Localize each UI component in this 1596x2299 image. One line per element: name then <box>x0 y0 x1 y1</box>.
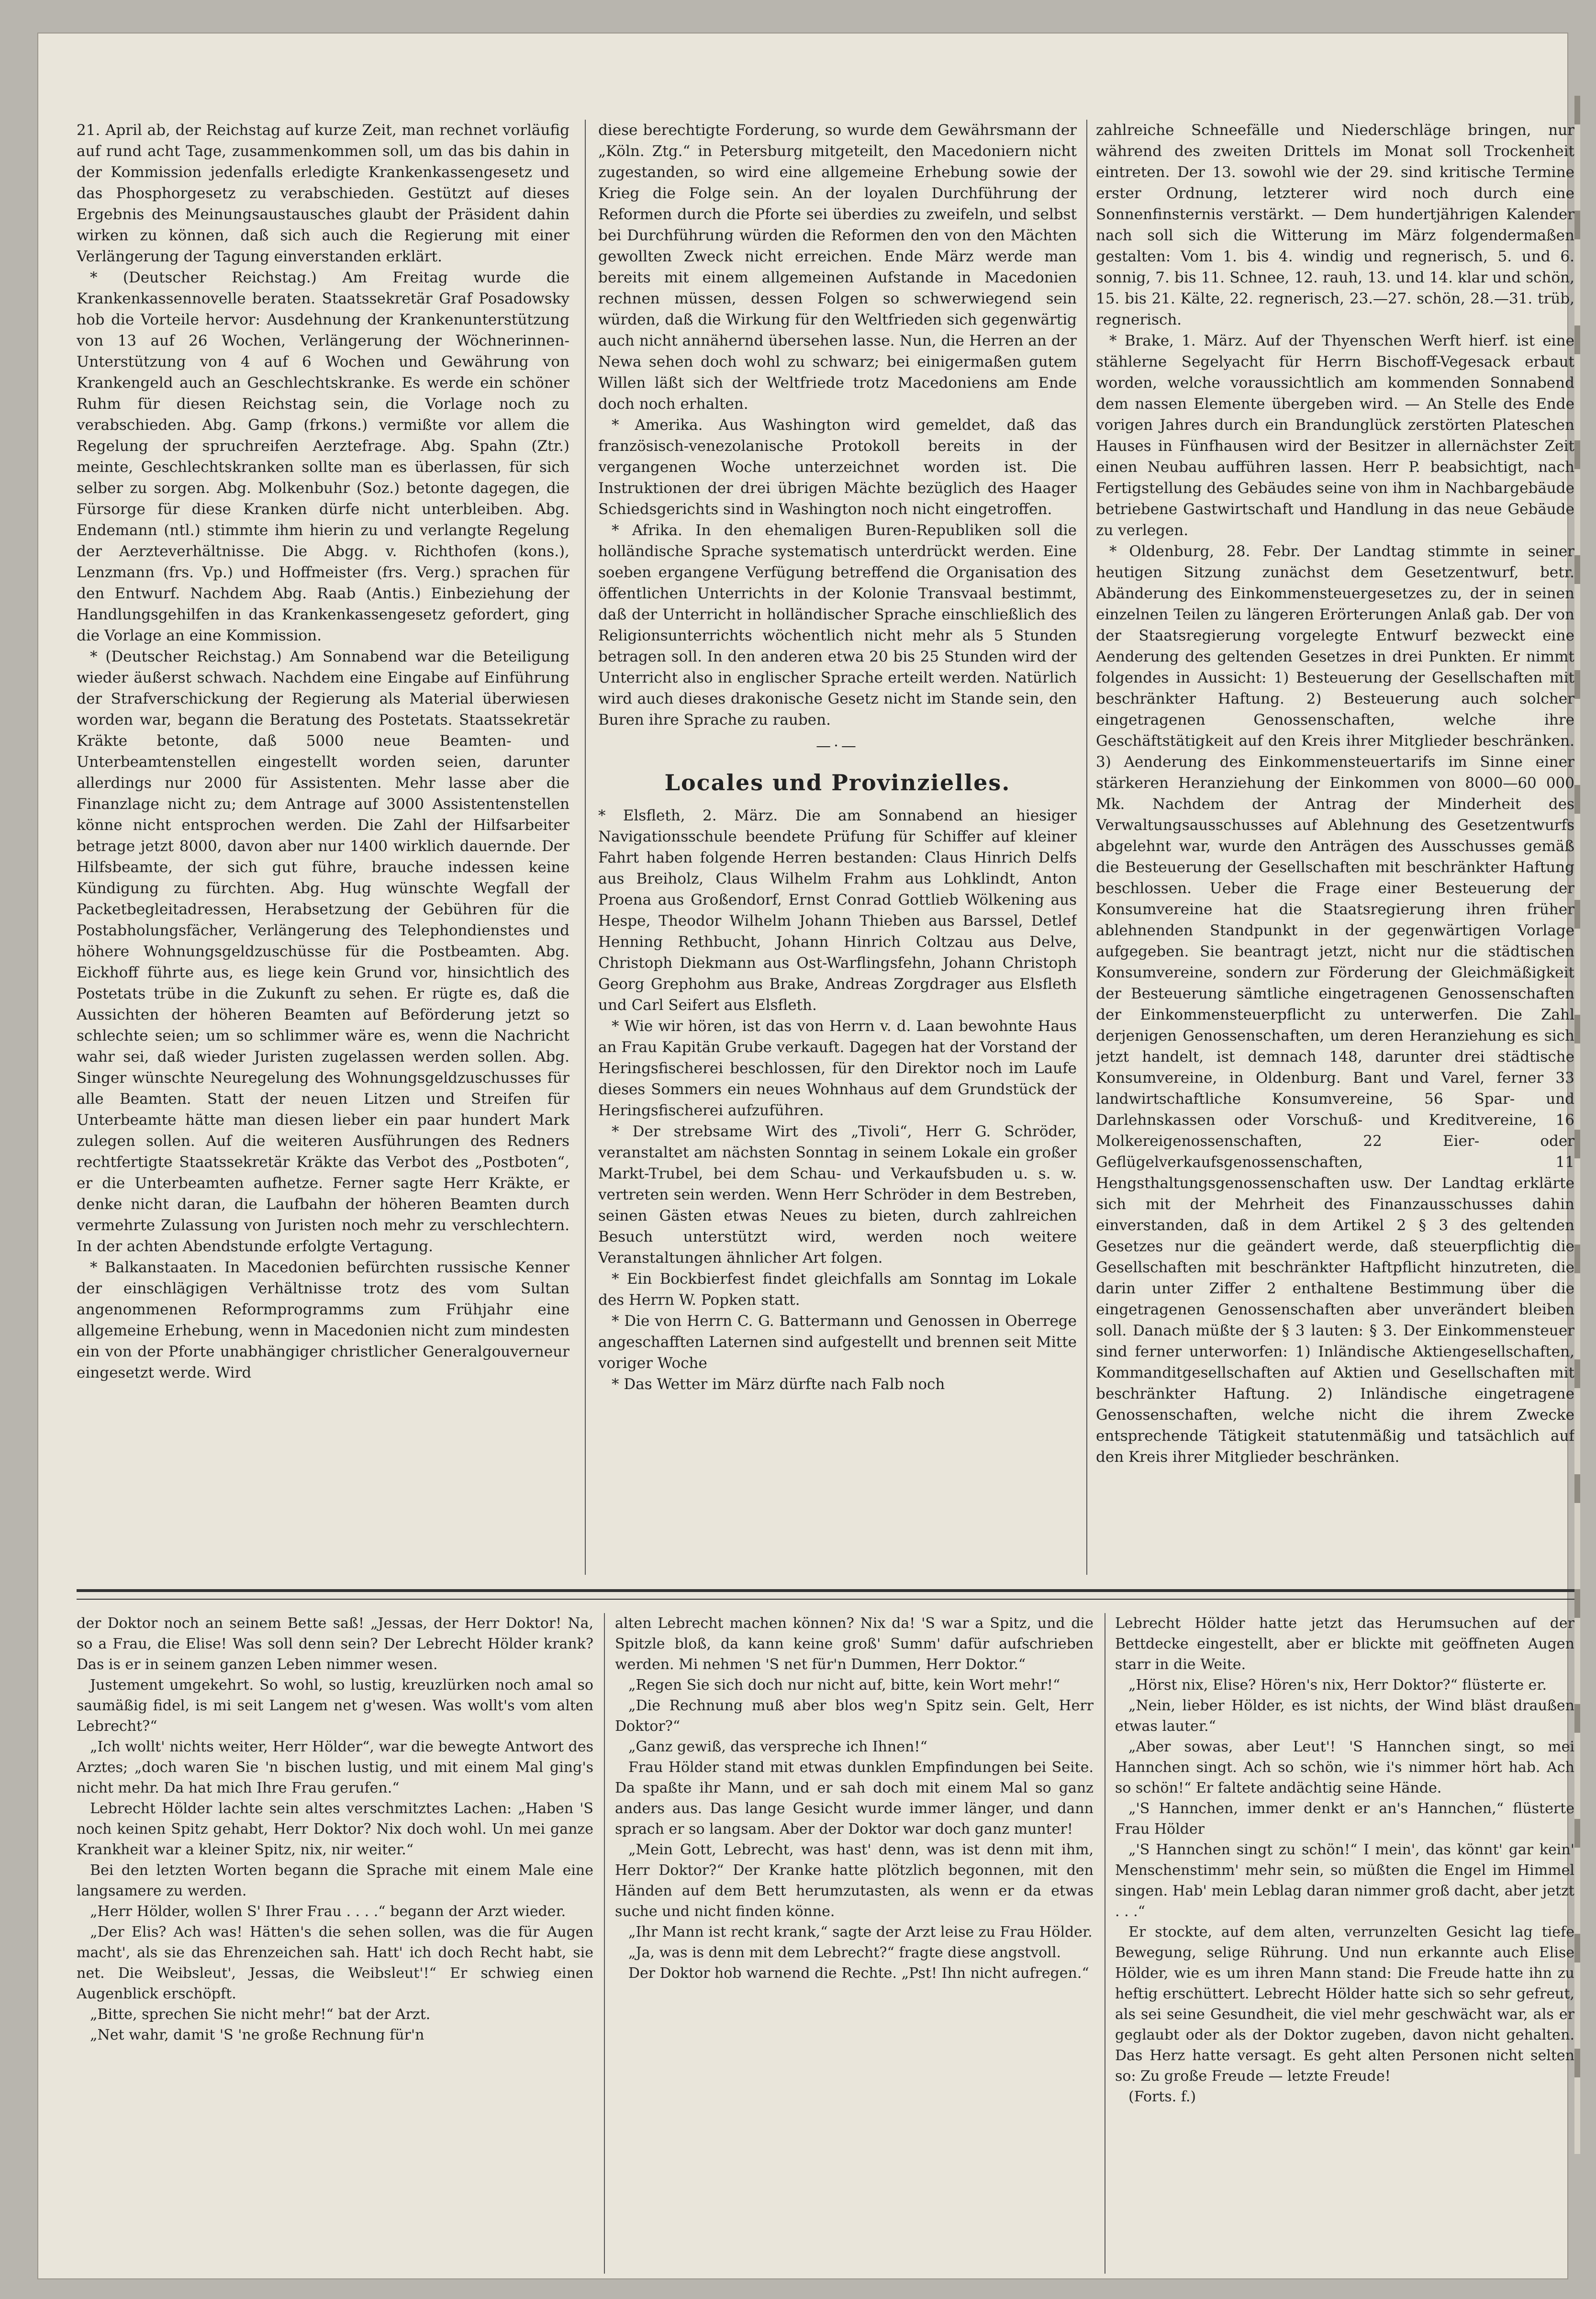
local-news-paragraph: * Ein Bockbierfest findet gleichfalls am Sonntag im Lokale des Herrn W. Popken statt. <box>598 1270 1077 1309</box>
feuilleton-paragraph: Er stockte, auf dem alten, verrunzelten Gesicht lag tiefe Bewegung, selige Rührung. Und nun erkannte auch Elise Hölder, wie es um ihren Mann stand: Die Freude hatte ihn zu heftig erschüttert. Lebrecht Hölder hatte sich so sehr gefreut, als sei seine Gesundheit, die viel mehr geschwächt war, als er geglaubt oder als der Doktor zugeben, davon nicht gehalten. Das Herz hatte versagt. Es geht alten Personen nicht selten so: Zu große Freude — letzte Freude! <box>1115 1924 1574 2085</box>
local-news-paragraph: * Elsfleth, 2. März. Die am Sonnabend an hiesiger Navigationsschule beendete Prüfung für Schiffer auf kleiner Fahrt haben folgende Herren bestanden: Claus Hinrich Delfs aus Breiholz, Claus Wilhelm Frahm aus Lohklindt, Anton Proena aus Großendorf, Ernst Conrad Gottlieb Wölkening aus Hespe, Theodor Wilhelm Johann Thieben aus Barssel, Detlef Henning Rethbucht, Johann Hinrich Coltzau aus Delve, Christoph Diekmann aus Ost-Warflingsfehn, Johann Christoph Georg Grephohm aus Brake, Andreas Zorgdrager aus Elsfleth und Carl Seifert aus Elsfleth. <box>598 807 1077 1014</box>
column-1 <box>77 120 569 1575</box>
feuilleton-column-1 <box>77 1613 593 2283</box>
feuilleton-paragraph: „Herr Hölder, wollen S' Ihrer Frau . . . .“ begann der Arzt wieder. <box>90 1903 566 1920</box>
local-news-paragraph: * Der strebsame Wirt des „Tivoli“, Herr G. Schröder, veranstaltet am nächsten Sonntag in seinem Lokale ein großer Markt-Trubel, bei dem Schau- und Verkaufsbuden u. s. w. vertreten sein werden. Wenn Herr Schröder in dem Bestreben, seinen Gästen etwas Neues zu bieten, durch zahlreichen Besuch unterstützt wird, werden noch weitere Veranstaltungen ähnlicher Art folgen. <box>598 1123 1077 1267</box>
local-news-paragraph: * Wie wir hören, ist das von Herrn v. d. Laan bewohnte Haus an Frau Kapitän Grube verkauft. Dagegen hat der Vorstand der Heringsfischerei beschlossen, für den Direktor noch im Laufe dieses Sommers ein neues Wohnhaus auf dem Grundstück der Heringsfischerei aufzuführen. <box>598 1018 1077 1119</box>
article-paragraph: * (Deutscher Reichstag.) Am Sonnabend war die Beteiligung wieder äußerst schwach. Nachdem eine Eingabe auf Einführung der Strafverschickung der Regierung als Material überwiesen worden war, begann die Beratung des Postetats. Staatssekretär Kräkte betonte, daß 5000 neue Beamten- und Unterbeamtenstellen eingestellt worden seien, darunter allerdings nur 2000 für Assistenten. Mehr lasse aber die Finanzlage nicht zu; dem Antrage auf 3000 Assistentenstellen könne nicht entsprochen werden. Die Zahl der Hilfsarbeiter betrage jetzt 8000, davon aber nur 1400 wirklich dauernde. Der Hilfsbeamte, der sich gut führe, brauche indessen keine Kündigung zu fürchten. Abg. Hug wünschte Wegfall der Packetbegleitadressen, Herabsetzung der Gebühren für die Postabholungsfächer, Verlängerung des Telephondienstes und höhere Wohnungsgeldzuschüsse für die Postbeamten. Abg. Eickhoff führte aus, es liege kein Grund vor, hinsichtlich des Postetats trübe in die Zukunft zu sehen. Er rügte es, daß die Aussichten der höheren Beamten auf Beförderung jetzt so schlechte seien; um so schlimmer wäre es, wenn die Nachricht wahr sei, daß wieder Juristen zugelassen werden sollen. Abg. Singer wünschte Neuregelung des Wohnungsgeldzuschusses für alle Beamten. Statt der neuen Litzen und Streifen für Unterbeamte hätte man diesen lieber ein paar hundert Mark zulegen sollen. Auf die weiteren Ausführungen des Redners rechtfertigte Staatssekretär Kräkte das Verbot des „Postboten“, er die Unterbeamten aufhetze. Ferner sagte Herr Kräkte, er denke nicht daran, die Laufbahn der höheren Beamten durch vermehrte Zulassung von Juristen noch mehr zu verschlechtern. In der achten Abendstunde erfolgte Vertagung. <box>77 648 569 1255</box>
feuilleton-paragraph: Justement umgekehrt. So wohl, so lustig, kreuzlürken noch amal so saumäßig fidel, is mi seit Langem net g'wesen. Was wollt's vom alten Lebrecht?“ <box>77 1677 593 1735</box>
feuilleton-paragraph: Bei den letzten Worten begann die Sprache mit einem Male eine langsamere zu werden. <box>77 1862 593 1899</box>
feuilleton-column-3 <box>1115 1613 1574 2283</box>
feuilleton-paragraph: „Hörst nix, Elise? Hören's nix, Herr Doktor?“ flüsterte er. <box>1128 1677 1547 1693</box>
article-paragraph: * Balkanstaaten. In Macedonien befürchten russische Kenner der einschlägigen Verhältnisse trotz des vom Sultan angenommenen Reformprogramms zum Frühjahr eine allgemeine Erhebung, wenn in Macedonien nicht zum mindesten ein von der Pforte unabhängiger christlicher Generalgouverneur eingesetzt werde. Wird <box>77 1259 569 1381</box>
article-paragraph: * Amerika. Aus Washington wird gemeldet, daß das französisch-venezolanische Protokoll bereits in der vergangenen Woche unterzeichnet worden ist. Die Instruktionen der drei übrigen Mächte bezüglich des Haager Schiedsgerichts sind in Washington noch nicht eingetroffen. <box>598 416 1077 518</box>
feuilleton-paragraph: Frau Hölder stand mit etwas dunklen Empfindungen bei Seite. Da spaßte ihr Mann, und er sah doch mit einem Mal so ganz anders aus. Das lange Gesicht wurde immer länger, und dann sprach er so langsam. Aber der Doktor war doch ganz munter! <box>615 1759 1094 1838</box>
feuilleton-paragraph: „'S Hannchen singt zu schön!“ I mein', das könnt' gar kein' Menschenstimm' mehr sein, so müßten die Engel im Himmel singen. Hab' mein Leblag daran nimmer groß dacht, aber jetzt . . .“ <box>1115 1841 1574 1920</box>
section-heading: Locales und Provinzielles. <box>664 770 1011 796</box>
article-paragraph: * Brake, 1. März. Auf der Thyenschen Werft hierf. ist eine stählerne Segelyacht für Herrn Bischoff-Vegesack erbaut worden, welche voraussichtlich am kommenden Sonnabend dem nassen Elemente übergeben wird. — An Stelle des Ende vorigen Jahres durch ein Brandunglück zerstörten Plateschen Hauses in Fünfhausen wird der Besitzer in allernächster Zeit einen Neubau aufführen lassen. Herr P. beabsichtigt, nach Fertigstellung des Gebäudes seine von ihm in Nachbargebäude betriebene Gastwirtschaft und Handlung in das neue Gebäude zu verlegen. <box>1096 332 1574 539</box>
feuilleton-paragraph: der Doktor noch an seinem Bette saß! „Jessas, der Herr Doktor! Na, so a Frau, die Elise! Was soll denn sein? Der Lebrecht Hölder krank? Das is er in seinem ganzen Leben nimmer wesen. <box>77 1615 593 1673</box>
article-paragraph: 21. April ab, der Reichstag auf kurze Zeit, man rechnet vorläufig auf rund acht Tage, zusammenkommen soll, um das bis dahin in der Kommission jedenfalls erledigte Krankenkassengesetz und das Phosphorgesetz zu verabschieden. Gestützt auf dieses Ergebnis des Meinungsaustausches glaubt der Präsident dahin wirken zu können, daß sich auch die Regierung mit einer Verlängerung der Tagung einverstanden erklärt. <box>77 122 569 265</box>
feuilleton-paragraph: „Net wahr, damit 'S 'ne große Rechnung für'n <box>90 2027 424 2043</box>
article-paragraph: * Afrika. In den ehemaligen Buren-Republiken soll die holländische Sprache systematisch unterdrückt werden. Eine soeben ergangene Verfügung betreffend die Organisation des öffentlichen Unterrichts in der Kolonie Transvaal bestimmt, daß der Unterricht in holländischer Sprache einschließlich des Religionsunterrichts wöchentlich nicht mehr als 5 Stunden betragen soll. In den anderen etwa 20 bis 25 Stunden wird der Unterricht also in englischer Sprache erteilt werden. Natürlich wird auch dieses drakonische Gesetz nicht im Stande sein, den Buren ihre Sprache zu rauben. <box>598 522 1077 729</box>
local-news-paragraph: * Die von Herrn C. G. Battermann und Genossen in Oberrege angeschafften Laternen sind aufgestellt und brennen seit Mitte voriger Woche <box>598 1312 1077 1372</box>
feuilleton-paragraph: „Ganz gewiß, das verspreche ich Ihnen!“ <box>628 1738 927 1755</box>
feuilleton-paragraph: „Ihr Mann ist recht krank,“ sagte der Arzt leise zu Frau Hölder. <box>628 1924 1093 1940</box>
article-paragraph: zahlreiche Schneefälle und Niederschläge bringen, nur während des zweiten Drittels im Monat soll Trockenheit eintreten. Der 13. sowohl wie der 29. sind kritische Termine erster Ordnung, letzterer wird noch durch eine Sonnenfinsternis verstärkt. — Dem hundertjährigen Kalender nach soll sich die Witterung im März folgendermaßen gestalten: Vom 1. bis 4. windig und regnerisch, 5. und 6. sonnig, 7. bis 11. Schnee, 12. rauh, 13. und 14. klar und schön, 15. bis 21. Kälte, 22. regnerisch, 23.—27. schön, 28.—31. trüb, regnerisch. <box>1096 122 1574 328</box>
feuilleton-column-2 <box>615 1613 1094 2283</box>
feuilleton-paragraph: Lebrecht Hölder hatte jetzt das Herumsuchen auf der Bettdecke eingestellt, aber er blickte mit geöffneten Augen starr in die Weite. <box>1115 1615 1574 1673</box>
column-divider <box>1086 120 1087 1575</box>
article-paragraph: diese berechtigte Forderung, so wurde dem Gewährsmann der „Köln. Ztg.“ in Petersburg mitgeteilt, den Macedoniern nicht zugestanden, so wird eine allgemeine Erhebung sowie der Krieg die Folge sein. An der loyalen Durchführung der Reformen durch die Pforte sei überdies zu zweifeln, und selbst bei Durchführung würden die Reformen den von den Mächten gewollten Zweck nicht erreichen. Ende März werde man bereits mit einem allgemeinen Aufstande in Macedonien rechnen müssen, dessen Folgen so schwerwiegend sein würden, daß die Wirkung für den Weltfrieden sich gegenwärtig auch nicht annähernd übersehen lasse. Nun, die Herren an der Newa sehen doch wohl zu schwarz; bei einigermaßen gutem Willen läßt sich der Weltfriede trotz Macedoniens am Ende doch noch erhalten. <box>598 122 1077 413</box>
feuilleton-paragraph: „Der Elis? Ach was! Hätten's die sehen sollen, was die für Augen macht', als sie das Ehrenzeichen sah. Hatt' ich doch Recht habt, sie net. Die Weibsleut', Jessas, die Weibsleut'!“ Er schwieg einen Augenblick erschöpft. <box>77 1924 593 2002</box>
feuilleton-paragraph: „Bitte, sprechen Sie nicht mehr!“ bat der Arzt. <box>90 2006 431 2023</box>
feuilleton-paragraph: „Aber sowas, aber Leut'! 'S Hannchen singt, so mei Hannchen singt. Ach so schön, wie i's nimmer hört hab. Ach so schön!“ Er faltete andächtig seine Hände. <box>1115 1738 1574 1796</box>
feuilleton-paragraph: „Ja, was is denn mit dem Lebrecht?“ fragte diese angstvoll. <box>628 1944 1061 1961</box>
feuilleton-paragraph: „Ich wollt' nichts weiter, Herr Hölder“, war die bewegte Antwort des Arztes; „doch waren Sie 'n bischen lustig, und mit einem Mal ging's nicht mehr. Da hat mich Ihre Frau gerufen.“ <box>77 1738 593 1796</box>
column-3 <box>1096 120 1574 1575</box>
feuilleton-paragraph: „Die Rechnung muß aber blos weg'n Spitz sein. Gelt, Herr Doktor?“ <box>615 1697 1094 1735</box>
column-divider <box>585 120 586 1575</box>
feuilleton-paragraph: „'S Hannchen, immer denkt er an's Hannchen,“ flüsterte Frau Hölder <box>1115 1800 1574 1838</box>
feuilleton-paragraph: „Mein Gott, Lebrecht, was hast' denn, was ist denn mit ihm, Herr Doktor?“ Der Kranke hatte plötzlich begonnen, mit den Händen auf dem Bett herumzutasten, als wenn er da etwas suche und nicht finden könne. <box>615 1841 1094 1920</box>
article-paragraph: * (Deutscher Reichstag.) Am Freitag wurde die Krankenkassennovelle beraten. Staatssekretär Graf Posadowsky hob die Vorteile hervor: Ausdehnung der Krankenunterstützung von 13 auf 26 Wochen, Verlängerung der Wöchnerinnen-Unterstützung von 4 auf 6 Wochen und Gewährung von Krankengeld auch an Geschlechtskranke. Es werde ein schöner Ruhm für diesen Reichstag sein, die Vorlage noch zu verabschieden. Abg. Gamp (frkons.) vermißte vor allem die Regelung der spruchreifen Aerztefrage. Abg. Spahn (Ztr.) meinte, Geschlechtskranken sollte man es überlassen, für sich selber zu sorgen. Abg. Molkenbuhr (Soz.) betonte dagegen, die Fürsorge für diese Kranken dürfe nicht unterbleiben. Abg. Endemann (ntl.) stimmte ihm hierin zu und verlangte Regelung der Aerzteverhältnisse. Die Abgg. v. Richthofen (kons.), Lenzmann (frs. Vp.) und Hoffmeister (frs. Verg.) sprachen für den Entwurf. Nachdem Abg. Raab (Antis.) Einbeziehung der Handlungsgehilfen in das Krankenkassengesetz gefordert, ging die Vorlage an eine Kommission. <box>77 269 569 644</box>
feuilleton-paragraph: (Forts. f.) <box>1128 2088 1196 2105</box>
feuilleton-paragraph: Der Doktor hob warnend die Rechte. „Pst! Ihn nicht aufregen.“ <box>628 1965 1089 1982</box>
feuilleton-paragraph: alten Lebrecht machen können? Nix da! 'S war a Spitz, und die Spitzle bloß, da kann keine groß' Summ' dafür aufschrieben werden. Mi nehmen 'S net für'n Dummen, Herr Doktor.“ <box>615 1615 1094 1673</box>
feuilleton-divider-thin <box>77 1599 1574 1600</box>
feuilleton-paragraph: „Nein, lieber Hölder, es ist nichts, der Wind bläst draußen etwas lauter.“ <box>1115 1697 1574 1735</box>
local-news-paragraph: * Das Wetter im März dürfte nach Falb noch <box>612 1376 945 1393</box>
column-divider <box>604 1613 605 2274</box>
binding-edge <box>1574 96 1580 2154</box>
feuilleton-paragraph: „Regen Sie sich doch nur nicht auf, bitte, kein Wort mehr!“ <box>628 1677 1060 1693</box>
feuilleton-divider <box>77 1589 1574 1592</box>
section-ornament: —·— <box>816 737 859 754</box>
column-2 <box>598 120 1077 1575</box>
article-paragraph: * Oldenburg, 28. Febr. Der Landtag stimmte in seiner heutigen Sitzung zunächst dem Gesetzentwurf, betr. Abänderung des Einkommensteuergesetzes zu, der in seinen einzelnen Teilen zu längeren Erörterungen Anlaß gab. Der von der Staatsregierung vorgelegte Entwurf bezweckt eine Aenderung des geltenden Gesetzes in drei Punkten. Er nimmt folgendes in Aussicht: 1) Besteuerung der Gesellschaften mit beschränkter Haftung. 2) Besteuerung auch solcher eingetragenen Genossenschaften, welche ihre Geschäftstätigkeit auf den Kreis ihrer Mitglieder beschränken. 3) Aenderung des Einkommensteuertarifs im Sinne einer stärkeren Heranziehung der Einkommen von 8000—60 000 Mk. Nachdem der Antrag der Minderheit des Verwaltungsausschusses auf Ablehnung des Gesetzentwurfs abgelehnt war, wurde den Anträgen des Ausschusses gemäß die Besteuerung der Gesellschaften mit beschränkter Haftung beschlossen. Ueber die Frage einer Besteuerung der Konsumvereine hat die Staatsregierung ihren früher ablehnenden Standpunkt in der gegenwärtigen Vorlage aufgegeben. Sie beantragt jetzt, nicht nur die städtischen Konsumvereine, sondern zur Förderung der Gleichmäßigkeit der Besteuerung sämtliche eingetragenen Genossenschaften der Einkommensteuerpflicht zu unterwerfen. Die Zahl derjenigen Genossenschaften, um deren Heranziehung es sich jetzt handelt, ist demnach 148, darunter drei städtische Konsumvereine, in Oldenburg. Bant und Varel, ferner 33 landwirtschaftliche Konsumvereine, 56 Spar- und Darlehnskassen oder Vorschuß- und Kreditvereine, 16 Molkereigenossenschaften, 22 Eier- oder Geflügelverkaufsgenossenschaften, 11 Hengsthaltungsgenossenschaften usw. Der Landtag erklärte sich mit der Mehrheit des Finanzausschusses dahin einverstanden, daß in dem Artikel 2 § 3 des geltenden Gesetzes nur die geändert werde, daß steuerpflichtig die Gesellschaften mit beschränkter Haftpflicht hinzutreten, die darin unter Ziffer 2 enthaltene Bestimmung über die eingetragenen Genossenschaften aber unverändert bleiben soll. Danach müßte der § 3 lauten: § 3. Der Einkommensteuer sind ferner unterworfen: 1) Inländische Aktiengesellschaften, Kommanditgesellschaften auf Aktien und Gesellschaften mit beschränkter Haftung. 2) Inländische eingetragene Genossenschaften, welche nicht die ihrem Zwecke entsprechende Tätigkeit statutenmäßig und tatsächlich auf den Kreis ihrer Mitglieder beschränken. <box>1096 543 1574 1466</box>
feuilleton-paragraph: Lebrecht Hölder lachte sein altes verschmitztes Lachen: „Haben 'S noch keinen Spitz gehabt, Herr Doktor? Nix doch wohl. Un mei ganze Krankheit war a kleiner Spitz, nix, nir weiter.“ <box>77 1800 593 1858</box>
